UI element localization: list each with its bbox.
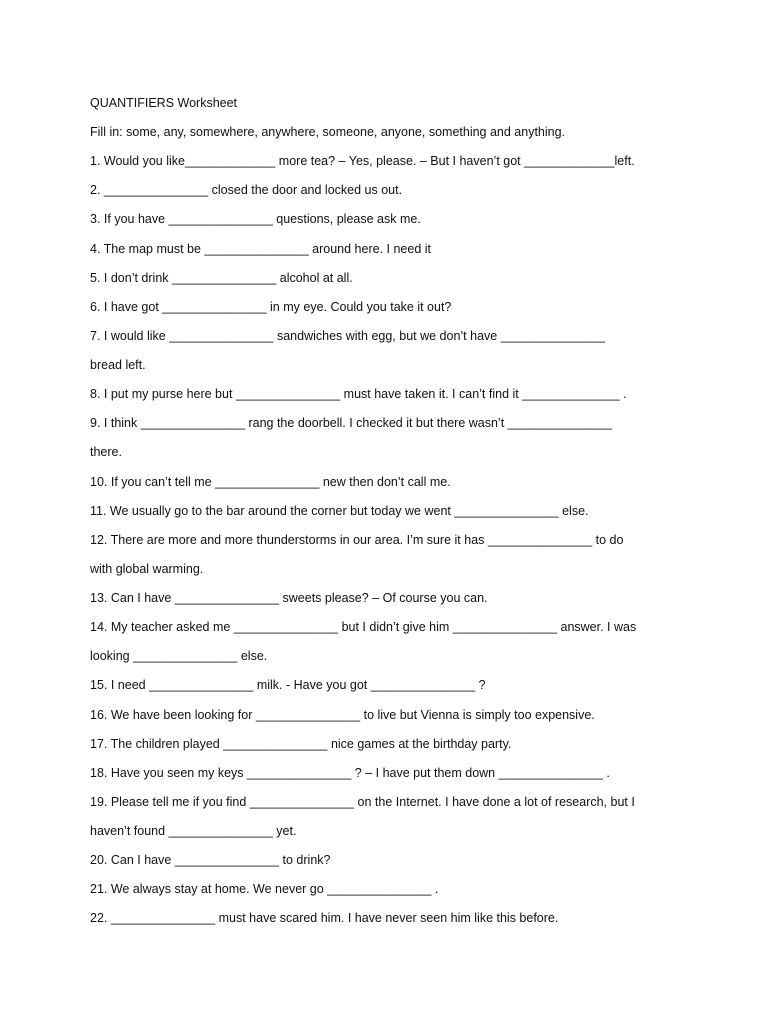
exercise-line: 14. My teacher asked me _______________ but I didn’t give him _______________ answer. I was: [90, 620, 637, 634]
exercise-line: 21. We always stay at home. We never go _______________ .: [90, 882, 439, 896]
exercise-line: 1. Would you like_____________ more tea? – Yes, please. – But I haven’t got _____________left.: [90, 154, 635, 168]
exercise-line: 8. I put my purse here but _______________ must have taken it. I can’t find it ______________ .: [90, 387, 627, 401]
exercise-line: looking _______________ else.: [90, 649, 268, 663]
exercise-line: 5. I don’t drink _______________ alcohol at all.: [90, 271, 353, 285]
exercise-line: 9. I think _______________ rang the doorbell. I checked it but there wasn’t _______________: [90, 416, 612, 430]
exercise-line: there.: [90, 445, 122, 459]
exercise-line: 20. Can I have _______________ to drink?: [90, 853, 331, 867]
exercise-line: haven’t found _______________ yet.: [90, 824, 297, 838]
exercise-line: 13. Can I have _______________ sweets please? – Of course you can.: [90, 591, 488, 605]
exercise-line: 6. I have got _______________ in my eye. Could you take it out?: [90, 300, 452, 314]
exercise-line: 7. I would like _______________ sandwiches with egg, but we don’t have _______________: [90, 329, 605, 343]
exercise-line: bread left.: [90, 358, 146, 372]
worksheet-title: QUANTIFIERS Worksheet: [90, 96, 238, 110]
exercise-line: 18. Have you seen my keys _______________ ? – I have put them down _______________ .: [90, 766, 610, 780]
exercise-line: 2. _______________ closed the door and locked us out.: [90, 183, 403, 197]
exercise-line: 16. We have been looking for _______________ to live but Vienna is simply too expensive.: [90, 708, 595, 722]
instructions: Fill in: some, any, somewhere, anywhere, someone, anyone, something and anything.: [90, 125, 566, 139]
exercise-line: 19. Please tell me if you find _______________ on the Internet. I have done a lot of research, but I: [90, 795, 635, 809]
exercise-line: 22. _______________ must have scared him. I have never seen him like this before.: [90, 911, 559, 925]
exercise-line: 4. The map must be _______________ around here. I need it: [90, 242, 431, 256]
exercise-line: 11. We usually go to the bar around the corner but today we went _______________ else.: [90, 504, 589, 518]
exercise-line: 15. I need _______________ milk. - Have you got _______________ ?: [90, 678, 486, 692]
exercise-line: with global warming.: [90, 562, 204, 576]
exercise-line: 3. If you have _______________ questions, please ask me.: [90, 212, 421, 226]
exercise-line: 12. There are more and more thunderstorms in our area. I’m sure it has _______________ to do: [90, 533, 624, 547]
exercise-line: 10. If you can’t tell me _______________ new then don’t call me.: [90, 475, 451, 489]
exercise-line: 17. The children played _______________ nice games at the birthday party.: [90, 737, 512, 751]
